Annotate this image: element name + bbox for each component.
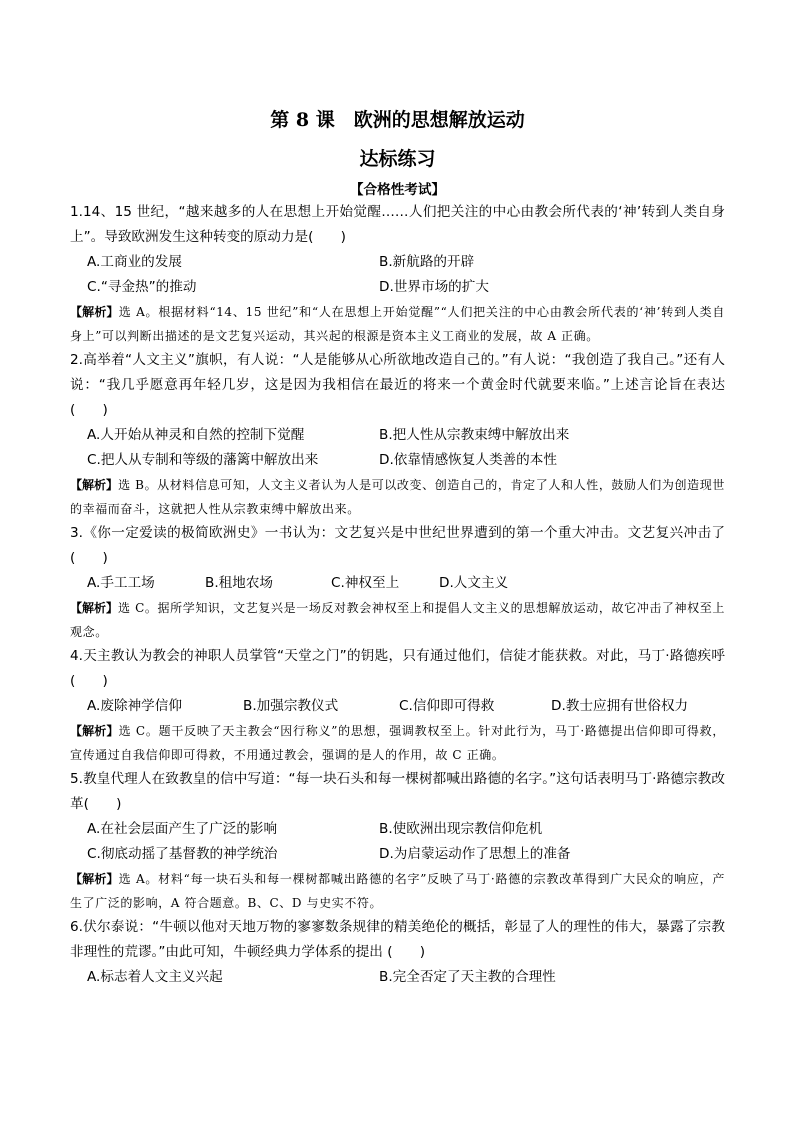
option-b: B.使欧洲出现宗教信仰危机 <box>379 821 543 837</box>
analysis-tag: 【解析】 <box>70 724 119 738</box>
worksheet-subtitle: 达标练习 <box>359 148 436 170</box>
option-d: D.人文主义 <box>439 575 509 591</box>
option-row <box>70 275 725 300</box>
analysis <box>70 719 725 767</box>
option-row <box>70 694 725 719</box>
option-c: C.“寻金热”的推动 <box>87 279 197 295</box>
worksheet-page <box>70 98 725 990</box>
option-row <box>70 842 725 867</box>
question-stem: 3.《你一定爱读的极简欧洲史》一书认为：文艺复兴是中世纪世界遭到的第一个重大冲击。文艺复兴冲击了( ) <box>70 525 725 566</box>
analysis-text: 选 C。据所学知识，文艺复兴是一场反对教会神权至上和提倡人文主义的思想解放运动，故它冲击了神权至上观念。 <box>70 601 725 639</box>
option-row <box>70 250 725 275</box>
option-d: D.教士应拥有世俗权力 <box>551 698 689 714</box>
question-1 <box>70 200 725 348</box>
option-b: B.完全否定了天主教的合理性 <box>379 969 556 985</box>
option-row <box>70 965 725 990</box>
question-stem: 4.天主教认为教会的神职人员掌管“天堂之门”的钥匙，只有通过他们，信徒才能获救。对此，马丁·路德疾呼( ) <box>70 648 725 689</box>
analysis-text: 选 B。从材料信息可知，人文主义者认为人是可以改变、创造自己的，肯定了人和人性，鼓励人们为创造现世的幸福而奋斗，这就把人性从宗教束缚中解放出来。 <box>70 478 725 516</box>
question-stem: 1.14、15 世纪，“越来越多的人在思想上开始觉醒……人们把关注的中心由教会所代表的‘神’转到人类自身上”。导致欧洲发生这种转变的原动力是( ) <box>70 204 725 245</box>
analysis-text: 选 C。题干反映了天主教会“因行称义”的思想，强调教权至上。针对此行为，马丁·路德提出信仰即可得救，宣传通过自我信仰即可得救，不用通过教会，强调的是人的作用，故 C 正确。 <box>70 724 725 762</box>
option-b: B.加强宗教仪式 <box>243 698 339 714</box>
option-b: B.新航路的开辟 <box>379 254 475 270</box>
option-d: D.依靠情感恢复人类善的本性 <box>379 452 557 468</box>
option-a: A.人开始从神灵和自然的控制下觉醒 <box>87 427 305 443</box>
analysis-text: 选 A。根据材料“14、15 世纪”和“人在思想上开始觉醒”“人们把关注的中心由教会所代表的‘神’转到人类自身上”可以判断出描述的是文艺复兴运动，其兴起的根源是资本主义工商业的发展，故 A 正确。 <box>70 305 725 343</box>
option-c: C.把人从专制和等级的藩篱中解放出来 <box>87 452 319 468</box>
option-d: D.世界市场的扩大 <box>379 279 489 295</box>
question-2 <box>70 348 725 521</box>
analysis <box>70 473 725 521</box>
question-3 <box>70 521 725 644</box>
option-row <box>70 817 725 842</box>
option-a: A.标志着人文主义兴起 <box>87 969 223 985</box>
analysis-tag: 【解析】 <box>70 872 119 886</box>
analysis-tag: 【解析】 <box>70 601 119 615</box>
analysis-text: 选 A。材料“每一块石头和每一棵树都喊出路德的名字”反映了马丁·路德的宗教改革得到广大民众的响应，产生了广泛的影响，A 符合题意。B、C、D 与史实不符。 <box>70 872 725 910</box>
option-a: A.废除神学信仰 <box>87 698 182 714</box>
option-d: D.为启蒙运动作了思想上的准备 <box>379 846 571 862</box>
option-a: A.工商业的发展 <box>87 254 182 270</box>
question-4 <box>70 644 725 767</box>
option-b: B.租地农场 <box>205 575 274 591</box>
section-heading: 【合格性考试】 <box>349 182 446 198</box>
option-a: A.手工工场 <box>87 575 155 591</box>
question-6 <box>70 915 725 990</box>
option-c: C.彻底动摇了基督教的神学统治 <box>87 846 278 862</box>
analysis-tag: 【解析】 <box>70 305 119 319</box>
option-row <box>70 448 725 473</box>
option-row <box>70 571 725 596</box>
analysis <box>70 300 725 348</box>
option-c: C.信仰即可得救 <box>399 698 495 714</box>
option-a: A.在社会层面产生了广泛的影响 <box>87 821 278 837</box>
option-b: B.把人性从宗教束缚中解放出来 <box>379 427 570 443</box>
option-row <box>70 423 725 448</box>
question-stem: 2.高举着“人文主义”旗帜，有人说：“人是能够从心所欲地改造自己的。”有人说：“我创造了我自己。”还有人说：“我几乎愿意再年轻几岁，这是因为我相信在最近的将来一个黄金时代就要来临。”上述言论旨在表达( ) <box>70 352 725 418</box>
question-stem: 6.伏尔泰说：“牛顿以他对天地万物的寥寥数条规律的精美绝伦的概括，彰显了人的理性的伟大，暴露了宗教非理性的荒谬。”由此可知，牛顿经典力学体系的提出 ( ) <box>70 919 725 960</box>
question-5 <box>70 767 725 915</box>
analysis-tag: 【解析】 <box>70 478 119 492</box>
question-stem: 5.教皇代理人在致教皇的信中写道：“每一块石头和每一棵树都喊出路德的名字。”这句话表明马丁·路德宗教改革( ) <box>70 771 725 812</box>
option-c: C.神权至上 <box>331 575 400 591</box>
analysis <box>70 867 725 915</box>
analysis <box>70 596 725 644</box>
lesson-title: 第 8 课 欧洲的思想解放运动 <box>270 109 525 131</box>
